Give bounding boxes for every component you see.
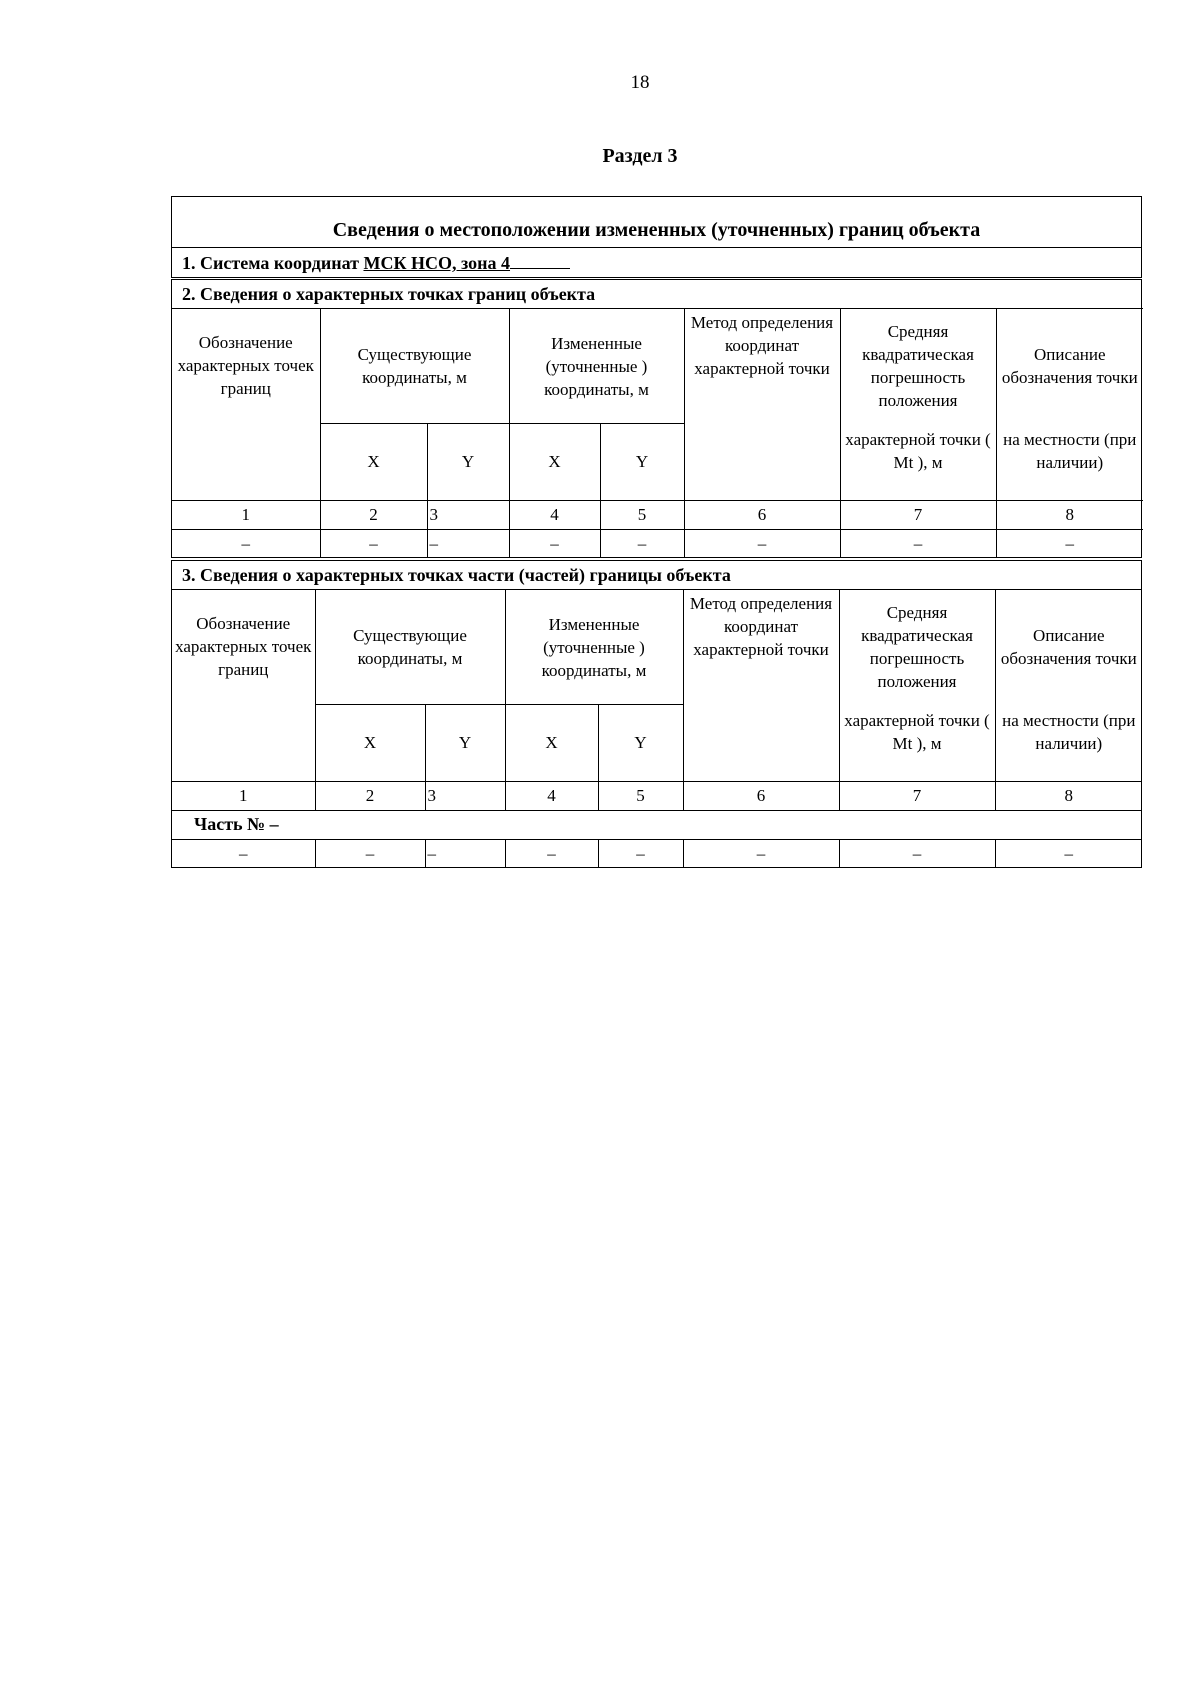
- coord-system-label: 1. Система координат: [182, 253, 364, 273]
- table3-col-existing: Существующие координаты, м: [315, 590, 505, 705]
- table2-cell-2: –: [320, 529, 427, 557]
- table3-cell-2: –: [315, 839, 425, 867]
- table3-col-description-sub: на местности (при наличии): [995, 705, 1142, 782]
- main-title: Сведения о местоположении измененных (уточненных) границ объекта: [332, 219, 981, 241]
- table2-num-2: 2: [320, 500, 427, 529]
- table3-y-existing: Y: [425, 705, 505, 782]
- page-number: 18: [630, 72, 650, 93]
- table2-num-5: 5: [600, 500, 684, 529]
- table2-cell-7: –: [840, 529, 996, 557]
- table2-cell-5: –: [600, 529, 684, 557]
- table3-num-4: 4: [505, 781, 598, 810]
- table3-cell-1: –: [172, 839, 315, 867]
- table2-col-description-sub: на местности (при наличии): [996, 424, 1143, 501]
- table-row: [172, 839, 1142, 867]
- table2-col-method: Метод определения координат характерной точки: [684, 309, 840, 501]
- table3-cell-5: –: [598, 839, 683, 867]
- table3-num-5: 5: [598, 781, 683, 810]
- coord-system-blank: [510, 252, 570, 269]
- table3-title: 3. Сведения о характерных точках части (частей) границы объекта: [172, 561, 1142, 590]
- table2-cell-4: –: [509, 529, 600, 557]
- table2-col-description: Описание обозначения точки: [996, 309, 1143, 424]
- table3-cell-3: –: [425, 839, 505, 867]
- table3-cell-6: –: [683, 839, 839, 867]
- table2-col-error-sub: характерной точки ( Mt ), м: [840, 424, 996, 501]
- table3-col-description: Описание обозначения точки: [995, 590, 1142, 705]
- table3-num-7: 7: [839, 781, 995, 810]
- coord-system-value: МСК НСО, зона 4: [363, 253, 511, 273]
- table2-num-8: 8: [996, 500, 1143, 529]
- table2-x-existing: X: [320, 424, 427, 501]
- table3-col-error: Средняя квадратическая погрешность положения: [839, 590, 995, 705]
- table3-num-1: 1: [172, 781, 315, 810]
- table3-col-designation: Обозначение характерных точек границ: [172, 590, 315, 782]
- table2-cell-3: –: [427, 529, 509, 557]
- table-row: [172, 529, 1143, 557]
- table2-col-error: Средняя квадратическая погрешность положения: [840, 309, 996, 424]
- table3-x-changed: X: [505, 705, 598, 782]
- table2-col-existing: Существующие координаты, м: [320, 309, 509, 424]
- table3-col-error-sub: характерной точки ( Mt ), м: [839, 705, 995, 782]
- table2-x-changed: X: [509, 424, 600, 501]
- table3-cell-8: –: [995, 839, 1142, 867]
- coord-system-line: [182, 252, 570, 274]
- table3-cell-7: –: [839, 839, 995, 867]
- table3-x-existing: X: [315, 705, 425, 782]
- table3-num-3: 3: [425, 781, 505, 810]
- table3-col-changed: Измененные (уточненные ) координаты, м: [505, 590, 683, 705]
- table2-cell-6: –: [684, 529, 840, 557]
- header-divider: [172, 247, 1141, 248]
- table2-num-4: 4: [509, 500, 600, 529]
- table-part-boundary-points: [171, 560, 1142, 868]
- table2-title: 2. Сведения о характерных точках границ объекта: [172, 280, 1143, 309]
- table3-num-6: 6: [683, 781, 839, 810]
- table3-y-changed: Y: [598, 705, 683, 782]
- table2-num-3: 3: [427, 500, 509, 529]
- table3-num-2: 2: [315, 781, 425, 810]
- document-header-box: [171, 196, 1142, 278]
- table2-col-changed: Измененные (уточненные ) координаты, м: [509, 309, 684, 424]
- table3-part-label: Часть № –: [172, 810, 1142, 839]
- table2-y-changed: Y: [600, 424, 684, 501]
- table2-cell-1: –: [172, 529, 320, 557]
- table2-num-1: 1: [172, 500, 320, 529]
- table2-y-existing: Y: [427, 424, 509, 501]
- table3-col-method: Метод определения координат характерной точки: [683, 590, 839, 782]
- table2-num-6: 6: [684, 500, 840, 529]
- table3-num-8: 8: [995, 781, 1142, 810]
- table-boundary-points: [171, 279, 1142, 558]
- table2-cell-8: –: [996, 529, 1143, 557]
- table2-num-7: 7: [840, 500, 996, 529]
- table2-col-designation: Обозначение характерных точек границ: [172, 309, 320, 501]
- section-title: Раздел 3: [602, 145, 678, 167]
- table3-cell-4: –: [505, 839, 598, 867]
